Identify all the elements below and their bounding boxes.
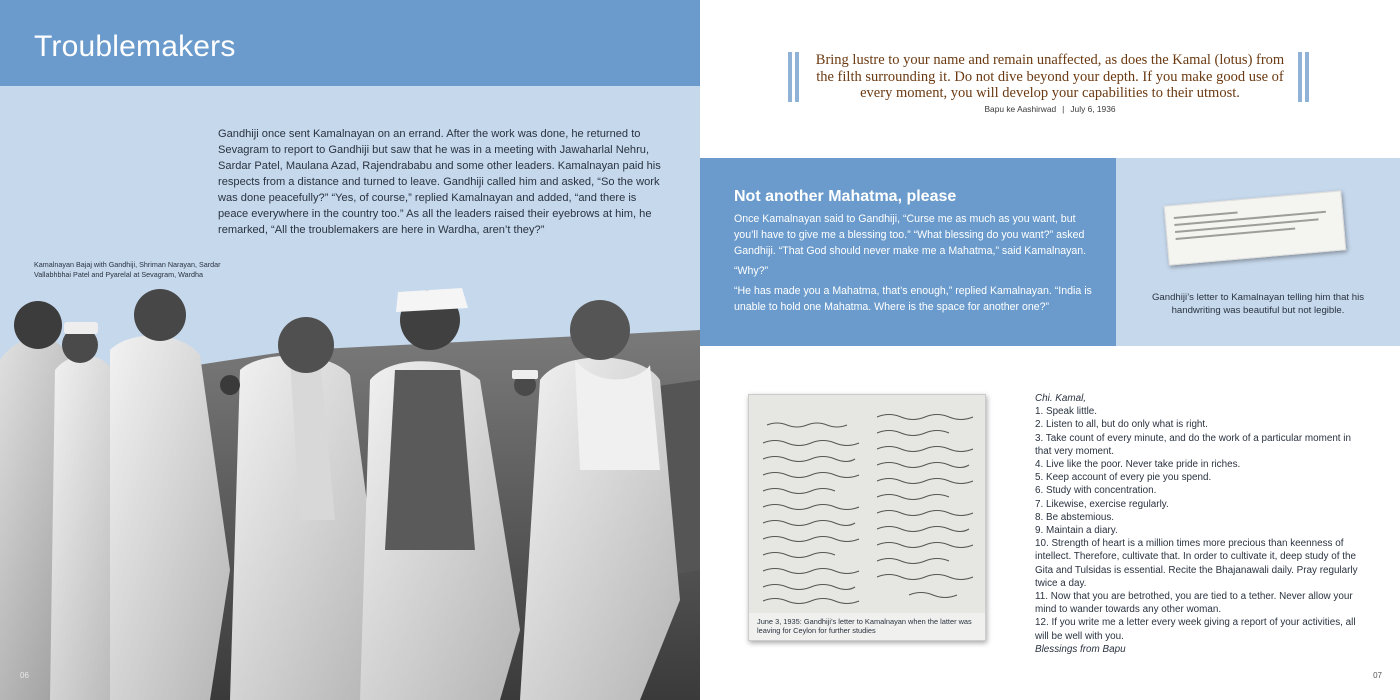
quote-text: Bring lustre to your name and remain unaffected, as does the Kamal (lotus) from the filth surrounding it. Do not dive beyond your depth. If you make good use of every moment, you will develop your capabilities to their utmost. bbox=[815, 52, 1285, 101]
quote-bar-right bbox=[1305, 52, 1309, 102]
right-page bbox=[700, 0, 1400, 700]
advice-item: 2. Listen to all, but do only what is right. bbox=[1035, 419, 1208, 431]
advice-letter bbox=[1035, 392, 1365, 656]
quote-bar-right bbox=[1298, 52, 1302, 102]
mahatma-paragraph: “Why?” bbox=[734, 265, 769, 277]
quote-source bbox=[810, 104, 1290, 114]
handwritten-note-image bbox=[1164, 190, 1347, 265]
group-photo bbox=[0, 270, 700, 700]
advice-item: 7. Likewise, exercise regularly. bbox=[1035, 498, 1169, 510]
advice-item: 8. Be abstemious. bbox=[1035, 511, 1115, 523]
advice-item: 12. If you write me a letter every week giving a report of your activities, all will be well with you. bbox=[1035, 617, 1356, 642]
quote-separator: | bbox=[1062, 104, 1065, 114]
page-number-left: 06 bbox=[20, 671, 29, 680]
mahatma-title: Not another Mahatma, please bbox=[734, 188, 957, 205]
advice-list bbox=[1035, 405, 1365, 643]
advice-item: 3. Take count of every minute, and do the work of a particular moment in that very moment. bbox=[1035, 432, 1351, 457]
advice-item: 6. Study with concentration. bbox=[1035, 485, 1157, 497]
manuscript-image bbox=[749, 395, 985, 613]
advice-item: 11. Now that you are betrothed, you are tied to a tether. Never allow your mind to wander towards any other woman. bbox=[1035, 591, 1353, 616]
advice-item: 5. Keep account of every pie you spend. bbox=[1035, 472, 1212, 484]
mahatma-body bbox=[734, 211, 1094, 319]
advice-item: 9. Maintain a diary. bbox=[1035, 525, 1118, 537]
photo-caption: Kamalnayan Bajaj with Gandhiji, Shriman Narayan, Sardar Vallabhbhai Patel and Pyarelal at Sevagram, Wardha bbox=[34, 260, 221, 279]
quote-bar-left bbox=[795, 52, 799, 102]
manuscript-figure bbox=[748, 394, 986, 641]
advice-closing: Blessings from Bapu bbox=[1035, 643, 1126, 655]
story-paragraph: Gandhiji once sent Kamalnayan on an errand. After the work was done, he returned to Sevagram to report to Gandhiji but saw that he was in a meeting with Jawaharlal Nehru, Sardar Patel, Maulana Azad, Rajendrababu and some other leaders. Kamalnayan paid his respects from a distance and turned to leave. Gandhiji called him and asked, “So the work was done peacefully?” “Yes, of course,” replied Kamalnayan and added, “and there is peace everywhere in the country too.” As all the leaders raised their eyebrows at him, he remarked, “All the troublemakers are here in Wardha, aren’t they?” bbox=[218, 128, 661, 236]
page-title: Troublemakers bbox=[34, 30, 236, 63]
mahatma-box bbox=[700, 158, 1116, 346]
advice-item: 1. Speak little. bbox=[1035, 406, 1098, 418]
advice-item: 4. Live like the poor. Never take pride in riches. bbox=[1035, 459, 1241, 471]
quote-bar-left bbox=[788, 52, 792, 102]
mahatma-paragraph: Once Kamalnayan said to Gandhiji, “Curse me as much as you want, but you’ll have to give me a blessing too.” “What blessing do you want?” asked Gandhiji. “That God should never make me a Mahatma,” said Kamalnayan. bbox=[734, 213, 1087, 257]
quote-date: July 6, 1936 bbox=[1070, 104, 1116, 114]
advice-salutation: Chi. Kamal, bbox=[1035, 393, 1087, 404]
advice-item: 10. Strength of heart is a million times more precious than keenness of intellect. Therefore, cultivate that. In order to cultivate it, deep study of the Gita and Tulsidas is essential. Recite the Bhajanawali daily. Pray regularly twice a day. bbox=[1035, 538, 1358, 589]
quote-source-title: Bapu ke Aashirwad bbox=[984, 104, 1057, 114]
mahatma-paragraph: “He has made you a Mahatma, that’s enough,” replied Kamalnayan. “India is unable to hold one Mahatma. Where is the space for another one?” bbox=[734, 285, 1092, 313]
manuscript-caption: June 3, 1935: Gandhiji’s letter to Kamalnayan when the latter was leaving for Ceylon for further studies bbox=[757, 617, 972, 635]
letter-box bbox=[1116, 158, 1400, 346]
note-caption: Gandhiji’s letter to Kamalnayan telling him that his handwriting was beautiful but not legible. bbox=[1151, 292, 1365, 316]
page-number-right: 07 bbox=[1373, 671, 1382, 680]
